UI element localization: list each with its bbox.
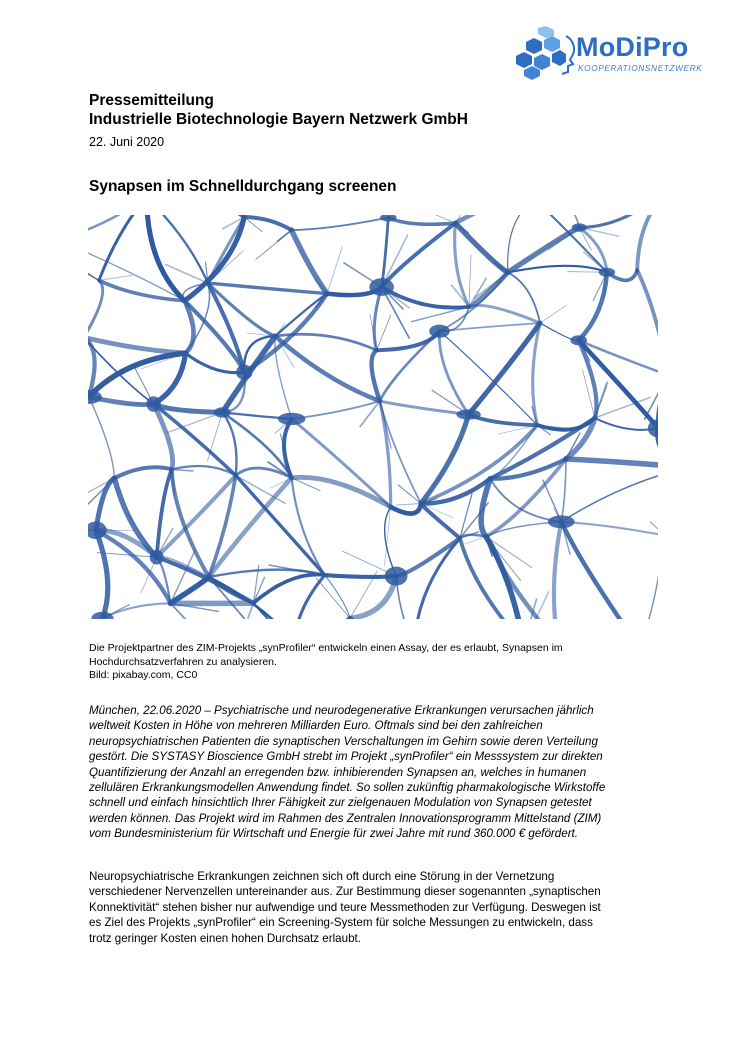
- neurite-strand: [157, 475, 236, 557]
- neuron-soma: [88, 390, 102, 404]
- neurite-strand: [414, 538, 460, 619]
- neurite-strand: [294, 575, 325, 619]
- neurite-strand: [380, 401, 421, 504]
- neurite-strand: [486, 537, 558, 619]
- neurite-strand: [99, 215, 147, 280]
- neurite-branch: [327, 247, 342, 294]
- neurite-strand: [88, 337, 186, 353]
- neurite-branch: [396, 504, 421, 506]
- logo-name: MoDiPro: [576, 32, 689, 62]
- neurite-strand: [637, 215, 658, 270]
- neurite-strand: [508, 266, 607, 273]
- lead-paragraph: [89, 703, 669, 842]
- lead-line: neuropsychiatrischen Patienten die synaptischen Verschaltungen im Gehirn sowie deren Verteilung: [89, 734, 598, 748]
- neurite-branch: [172, 469, 193, 471]
- neurite-strand: [561, 468, 658, 522]
- body-line: verschiedener Nervenzellen untereinander aus. Zur Bestimmung dieser sogenannten „synaptischen: [89, 885, 601, 899]
- neurite-strand: [396, 538, 460, 576]
- neurite-strand: [380, 331, 440, 401]
- neurite-strand: [469, 305, 540, 323]
- neurite-strand: [154, 353, 186, 404]
- neurite-strand: [147, 215, 245, 217]
- caption-line: Hochdurchsatzverfahren zu analysieren.: [89, 655, 277, 668]
- neurite-strand: [455, 215, 534, 223]
- neuron-soma: [570, 335, 587, 345]
- modipro-logo: [510, 26, 710, 80]
- logo-subtitle: KOOPERATIONSNETZWERK: [578, 63, 703, 73]
- neurite-strand: [391, 504, 421, 514]
- neuron-soma: [214, 407, 231, 417]
- body-line: Neuropsychiatrische Erkrankungen zeichnen sich oft durch eine Störung in der Vernetzung: [89, 870, 555, 883]
- neurite-strand: [380, 401, 469, 415]
- neuron-soma: [548, 515, 575, 528]
- neurite-strand: [566, 459, 658, 468]
- lead-line: werden können. Das Projekt wird im Rahmen des Zentralen Innovationsprogramm Mittelstand (ZIM): [89, 811, 602, 825]
- neurite-strand: [554, 522, 561, 619]
- neurite-strand: [292, 401, 380, 419]
- neurite-branch: [316, 578, 350, 619]
- neurite-strand: [275, 294, 327, 337]
- neurite-strand: [490, 479, 561, 522]
- neurite-strand: [372, 350, 380, 401]
- neurite-strand: [637, 270, 658, 375]
- body-paragraph: [89, 869, 669, 946]
- neuron-soma: [599, 268, 615, 277]
- neurite-strand: [294, 618, 350, 619]
- neuron-soma: [385, 567, 408, 586]
- neuron-soma: [648, 419, 658, 437]
- caption-line: Die Projektpartner des ZIM-Projekts „synProfiler“ entwickeln einen Assay, der es erlaubt, Synapsen im: [89, 642, 563, 654]
- page-title: Synapsen im Schnelldurchgang screenen: [89, 178, 397, 195]
- neurite-strand: [481, 479, 490, 537]
- neurite-strand: [421, 504, 460, 539]
- neurite-branch: [465, 537, 486, 544]
- neuron-soma: [278, 413, 306, 425]
- lead-line: Quantifizierung der Anzahl an erregenden bzw. inhibierenden Synapsen an, welches in humanen: [89, 765, 587, 779]
- body-line: es Ziel des Projekts „synProfiler“ ein Screening-System für solche Messungen zu entwickeln, dass: [89, 916, 593, 930]
- neuron-soma: [572, 223, 587, 232]
- neurite-branch: [398, 485, 421, 504]
- neurite-branch: [469, 255, 471, 307]
- neurite-strand: [244, 217, 291, 230]
- lead-line: gestört. Die SYSTASY Bioscience GmbH strebt im Projekt „synProfiler“ ein Messsystem zur direkten: [89, 750, 603, 764]
- neurite-branch: [256, 230, 292, 259]
- lead-line: München, 22.06.2020 – Psychiatrische und neurodegenerative Erkrankungen verursachen jährlich: [89, 704, 594, 717]
- neurite-strand: [208, 283, 327, 294]
- neuron-network-image: [88, 215, 658, 619]
- release-type: Pressemitteilung: [89, 92, 214, 109]
- caption-credit: Bild: pixabay.com, CC0: [89, 669, 198, 681]
- neurite-strand: [639, 536, 658, 620]
- neuron-soma: [456, 409, 480, 419]
- neurite-strand: [88, 215, 147, 240]
- release-header: [89, 91, 669, 150]
- neurite-strand: [325, 575, 350, 618]
- lead-line: vom Bundesministerium für Wirtschaft und Energie für zwei Jahre mit rund 360.000 € gefördert.: [89, 827, 578, 841]
- lead-line: weltweit Kosten in Höhe von mehreren Milliarden Euro. Oftmals sind bei den zahlreichen: [89, 719, 543, 733]
- neurite-strand: [440, 323, 541, 331]
- neurite-strand: [88, 280, 103, 337]
- neurite-strand: [566, 418, 595, 459]
- lead-line: schnell und einfach hinsichtlich Ihrer Fähigkeit zur zielgenauen Modulation von Synapsen getestet: [89, 796, 592, 810]
- neurite-branch: [88, 256, 99, 280]
- neurite-strand: [469, 323, 540, 415]
- neurite-branch: [540, 305, 567, 323]
- neurite-strand: [579, 272, 607, 340]
- lead-line: zellulären Erkrankungsmodellen Anwendung findet. So sollen zukünftig pharmakologische Wirkstoffe: [89, 781, 606, 795]
- neurite-strand: [253, 603, 294, 619]
- modipro-head-icon: [510, 26, 576, 80]
- neurite-branch: [236, 475, 285, 503]
- neurite-strand: [292, 230, 328, 294]
- neuron-soma: [146, 396, 160, 411]
- neuron-soma: [369, 278, 394, 296]
- neurite-strand: [382, 223, 456, 287]
- neurite-strand: [561, 522, 639, 619]
- neurite-strand: [114, 467, 171, 478]
- release-date: 22. Juni 2020: [89, 135, 165, 149]
- neurite-branch: [128, 513, 157, 557]
- neurite-branch: [473, 273, 507, 303]
- body-line: Konnektivität“ stehen bisher nur aufwendige und teure Messmethoden zur Verfügung. Deswegen ist: [89, 900, 601, 914]
- neuron-soma: [91, 612, 113, 619]
- neurite-strand: [561, 459, 566, 522]
- neurite-strand: [292, 419, 391, 507]
- neurite-strand: [455, 223, 508, 272]
- neurite-strand: [533, 323, 540, 425]
- body-line: trotz geringer Kosten einen hohen Durchsatz erlaubt.: [89, 931, 361, 945]
- neurite-branch: [327, 294, 344, 295]
- neuron-soma: [429, 325, 450, 338]
- neuron-soma: [150, 550, 164, 565]
- neurite-strand: [89, 397, 115, 478]
- neurite-strand: [579, 228, 607, 273]
- neurite-strand: [561, 522, 658, 536]
- neuron-network-graphic: [88, 215, 658, 619]
- neurite-strand: [292, 218, 389, 231]
- neurite-branch: [99, 275, 132, 280]
- organization-name: Industrielle Biotechnologie Bayern Netzwerk GmbH: [89, 111, 468, 128]
- image-caption: [89, 642, 669, 683]
- neurite-strand: [147, 215, 185, 301]
- neurite-branch: [377, 315, 391, 350]
- neurite-strand: [292, 478, 325, 575]
- neurite-strand: [421, 415, 469, 504]
- neurite-strand: [385, 507, 396, 576]
- neurite-strand: [208, 283, 275, 336]
- neuron-soma: [236, 365, 252, 380]
- neurite-strand: [96, 530, 108, 618]
